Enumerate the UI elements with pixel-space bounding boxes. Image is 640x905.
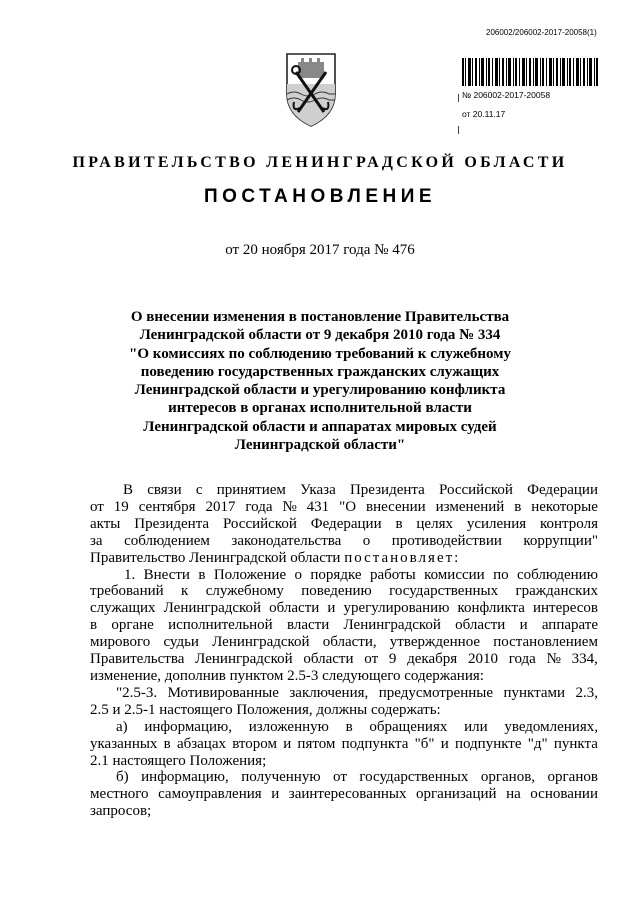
word: области: [455, 617, 506, 634]
word: акты: [90, 515, 121, 532]
paragraph-clause-2-5-3: [90, 685, 598, 719]
word: органов,: [480, 769, 536, 786]
word: или: [464, 718, 488, 735]
word: в: [90, 617, 98, 634]
word: от: [364, 651, 379, 668]
title-line: Ленинградской области от 9 декабря 2010 года № 334: [139, 327, 501, 344]
scan-mark: [458, 126, 459, 134]
word: подпункте: [454, 735, 522, 752]
word: декабря: [407, 651, 458, 668]
word: самоуправления: [158, 786, 262, 803]
word: Ленинградской: [163, 600, 262, 617]
text-line: [90, 600, 598, 617]
document-body: [90, 482, 598, 820]
word: заключения,: [289, 684, 369, 701]
word: Федерации: [310, 515, 382, 532]
word: сентября: [138, 498, 196, 515]
text-line: [90, 583, 598, 600]
scan-mark: [458, 94, 459, 102]
word: к: [181, 583, 189, 600]
text-line: запросов;: [90, 803, 152, 820]
text-line: [90, 651, 598, 668]
barcode-block: [462, 58, 602, 119]
word: и: [519, 617, 528, 634]
word: изменений: [435, 498, 505, 515]
text-line: 2.5 и 2.5-1 настоящего Положения, должны содержать:: [90, 701, 441, 718]
word: "2.5-3.: [116, 684, 158, 701]
text-line: [90, 617, 598, 634]
word: Ленинградской: [212, 634, 310, 651]
title-line: поведению государственных гражданских служащих: [140, 363, 500, 380]
paragraph-preamble: [90, 482, 598, 567]
word: №: [282, 498, 297, 515]
word: Внести: [143, 566, 190, 583]
registration-number: № 206002-2017-20058: [462, 90, 551, 100]
word: о: [362, 532, 371, 549]
word: государственных: [389, 583, 499, 600]
document-date-number: от 20 ноября 2017 года № 476: [225, 242, 415, 258]
word: аппарате: [541, 617, 598, 634]
word: мирового: [90, 634, 151, 651]
word: в: [198, 566, 206, 583]
word: Федерации: [527, 482, 598, 498]
text-line: [90, 685, 598, 702]
word: исполнительной: [168, 617, 273, 634]
word: 2017: [205, 498, 236, 515]
word: Президента: [134, 515, 210, 532]
word: года: [245, 498, 273, 515]
word: по: [493, 566, 509, 583]
word: порядке: [310, 566, 362, 583]
text-line: 2.1 настоящего Положения;: [90, 752, 267, 769]
text-line: изменение, дополнив пунктом 2.5-3 следующего содержания:: [90, 667, 484, 684]
word: урегулированию: [343, 600, 450, 617]
word: предусмотренные: [378, 684, 493, 701]
word: втором: [232, 735, 277, 752]
word: служебному: [205, 583, 284, 600]
word: "д": [527, 735, 548, 752]
word: абзацах: [176, 735, 226, 752]
word: постановлением: [493, 634, 598, 651]
title-line: Ленинградской области и урегулированию конфликта: [134, 382, 506, 399]
word: 2.3,: [575, 684, 598, 701]
word: некоторые: [531, 498, 598, 515]
word: и: [271, 786, 280, 803]
word: от: [90, 498, 104, 515]
word: Мотивированные: [167, 684, 279, 701]
paragraph-item-1: [90, 567, 598, 685]
text-line: [90, 533, 598, 550]
word: соблюдением: [124, 532, 210, 549]
title-line: Ленинградской области": [234, 437, 406, 454]
word: Правительства: [90, 651, 185, 668]
paragraph-subitem-b: [90, 769, 598, 820]
word: интересов: [532, 600, 598, 617]
word: судьи: [163, 634, 199, 651]
word: и: [283, 735, 292, 752]
word: поведению: [301, 583, 372, 600]
word: информацию,: [141, 769, 229, 786]
word: внесении: [365, 498, 426, 515]
word: полученную: [241, 769, 321, 786]
resolution-keyword: постановляет:: [344, 549, 461, 566]
document-type: ПОСТАНОВЛЕНИЕ: [203, 186, 437, 207]
word: Положение: [213, 566, 287, 583]
text-line: [90, 634, 598, 651]
word: года: [508, 651, 536, 668]
word: обращениях: [369, 718, 448, 735]
word: в: [163, 735, 171, 752]
word: местного: [90, 786, 149, 803]
word: органе: [111, 617, 154, 634]
barcode-icon: [462, 58, 598, 86]
word: на: [506, 786, 521, 803]
word: Российской: [222, 515, 297, 532]
word: в: [345, 718, 353, 735]
word: а): [116, 718, 128, 735]
word: власти: [286, 617, 330, 634]
word: б): [116, 769, 129, 786]
word: усиления: [466, 515, 527, 532]
title-line: интересов в органах исполнительной власти: [168, 400, 472, 417]
word: 9: [388, 651, 397, 668]
word: организаций: [416, 786, 497, 803]
word: соблюдению: [517, 566, 598, 583]
text-line: [90, 769, 598, 786]
word: основании: [530, 786, 598, 803]
word: государственных: [359, 769, 469, 786]
word: с: [195, 482, 203, 498]
word: №: [546, 651, 561, 668]
word: уведомлениях,: [504, 718, 598, 735]
document-title: [96, 308, 544, 454]
word: "О: [339, 498, 357, 515]
title-line: Ленинградской области и аппаратах мировых судей: [143, 418, 497, 435]
word: и: [440, 735, 449, 752]
coat-of-arms-icon: [284, 50, 338, 128]
word: о: [294, 566, 303, 583]
word: утвержденное: [389, 634, 481, 651]
paragraph-subitem-a: [90, 719, 598, 770]
title-line: "О комиссиях по соблюдению требований к служебному: [129, 345, 511, 362]
text-line: [90, 516, 598, 533]
text-line: [90, 736, 598, 753]
word: органов: [547, 769, 598, 786]
word: информацию,: [144, 718, 232, 735]
word: указанных: [90, 735, 158, 752]
word: изложенную: [248, 718, 329, 735]
word: конфликта: [457, 600, 525, 617]
word: 334,: [571, 651, 598, 668]
text-line: [90, 550, 598, 567]
word: в: [514, 498, 522, 515]
word: "б": [414, 735, 435, 752]
word: Указа: [300, 482, 336, 498]
word: области: [269, 600, 320, 617]
document-registration-code: 206002/206002-2017-20058(1): [486, 28, 597, 37]
word: противодействии: [391, 532, 502, 549]
word: целях: [416, 515, 453, 532]
word: Ленинградской: [343, 617, 441, 634]
word: 19: [113, 498, 129, 515]
text-line: [90, 499, 598, 516]
word: требований: [90, 583, 164, 600]
word: в: [395, 515, 403, 532]
word: 431: [306, 498, 330, 515]
word: Ленинградской: [195, 651, 293, 668]
text-line: [90, 719, 598, 736]
word: В: [123, 482, 134, 498]
word: работы: [369, 566, 416, 583]
word: пятом: [297, 735, 336, 752]
registration-date: от 20.11.17: [462, 109, 506, 119]
title-line: О внесении изменения в постановление Правительства: [130, 309, 510, 325]
word: принятием: [216, 482, 286, 498]
word: гражданских: [515, 583, 598, 600]
word: пунктами: [503, 684, 566, 701]
word: области: [303, 651, 354, 668]
word: и: [327, 600, 336, 617]
word: служащих: [90, 600, 156, 617]
word: подпункта: [341, 735, 409, 752]
issuing-authority: ПРАВИТЕЛЬСТВО ЛЕНИНГРАДСКОЙ ОБЛАСТИ: [72, 154, 568, 171]
word: коррупции": [523, 532, 598, 549]
word: пункта: [553, 735, 598, 752]
word: 2010: [467, 651, 498, 668]
word: за: [90, 532, 103, 549]
text-fragment: Правительство Ленинградской области: [90, 549, 345, 566]
word: области,: [322, 634, 377, 651]
word: Президента: [349, 482, 425, 498]
word: заинтересованных: [288, 786, 407, 803]
word: комиссии: [424, 566, 485, 583]
word: Российской: [438, 482, 513, 498]
text-line: [90, 482, 598, 499]
text-line: [90, 786, 598, 803]
word: 1.: [124, 566, 136, 583]
word: законодательства: [231, 532, 342, 549]
text-line: [90, 567, 598, 584]
word: от: [333, 769, 347, 786]
word: контроля: [540, 515, 598, 532]
word: связи: [147, 482, 182, 498]
